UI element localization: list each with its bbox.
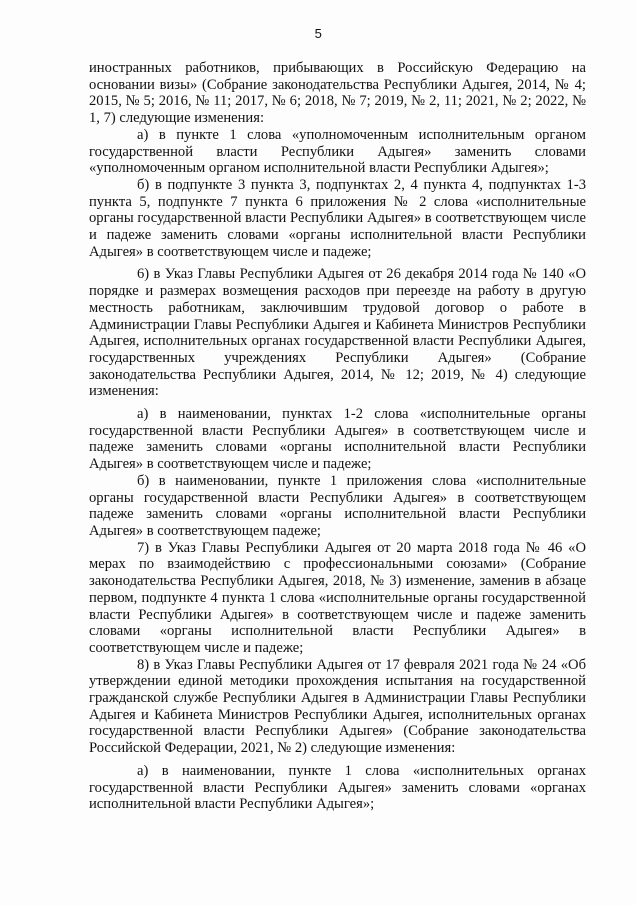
paragraph-item-7: 7) в Указ Главы Республики Адыгея от 20 марта 2018 года № 46 «О мерах по взаимодействию с профессиональными союзами» (Собрание законодательства Республики Адыгея, 2018, № 3) изменение, заменив в абзаце первом, подпункте 4 пункта 1 слова «исполнительные органы государственной власти Республики Адыгея» в соответствующем числе и падеже заменить словами «органы исполнительной власти Республики Адыгея» в соответствующем числе и падеже;: [89, 539, 586, 656]
paragraph-item-5a: а) в пункте 1 слова «уполномоченным исполнительным органом государственной власти Республики Адыгея» заменить словами «уполномоченным органом исполнительной власти Республики Адыгея»;: [89, 126, 586, 177]
paragraph-item-6: 6) в Указ Главы Республики Адыгея от 26 декабря 2014 года № 140 «О порядке и размерах возмещения расходов при переезде на работу в другую местность работникам, заключившим трудовой договор о работе в Администрации Главы Республики Адыгея и Кабинета Министров Республики Адыгея, исполнительных органах государственной власти Республики Адыгея, государственных учреждениях Республики Адыгея» (Собрание законодательства Республики Адыгея, 2014, № 12; 2019, № 4) следующие изменения:: [89, 266, 586, 400]
paragraph-item-8a: а) в наименовании, пункте 1 слова «исполнительных органах государственной власти Республики Адыгея» заменить словами «органах исполнительной власти Республики Адыгея»;: [89, 762, 586, 813]
document-body: [89, 60, 586, 813]
paragraph-item-5b: б) в подпункте 3 пункта 3, подпунктах 2, 4 пункта 4, подпунктах 1-3 пункта 5, подпункте 7 пункта 6 приложения № 2 слова «исполнительные органы государственной власти Республики Адыгея» в соответствующем числе и падеже заменить словами «органы исполнительной власти Республики Адыгея» в соответствующем числе и падеже;: [89, 176, 586, 260]
paragraph-item-6b: б) в наименовании, пункте 1 приложения слова «исполнительные органы государственной власти Республики Адыгея» в соответствующем падеже заменить словами «органы исполнительной власти Республики Адыгея» в соответствующем падеже;: [89, 472, 586, 539]
paragraph-item-6a: а) в наименовании, пунктах 1-2 слова «исполнительные органы государственной власти Республики Адыгея» в соответствующем числе и падеже заменить словами «органы исполнительной власти Республики Адыгея» в соответствующем числе и падеже;: [89, 406, 586, 473]
paragraph-item-8: 8) в Указ Главы Республики Адыгея от 17 февраля 2021 года № 24 «Об утверждении единой методики прохождения испытания на государственной гражданской службе Республики Адыгея в Администрации Главы Республики Адыгея и Кабинета Министров Республики Адыгея, исполнительных органах государственной власти Республики Адыгея» (Собрание законодательства Российской Федерации, 2021, № 2) следующие изменения:: [89, 656, 586, 757]
paragraph-continuation: иностранных работников, прибывающих в Российскую Федерацию на основании визы» (Собрание законодательства Республики Адыгея, 2014, № 4; 2015, № 5; 2016, № 11; 2017, № 6; 2018, № 7; 2019, № 2, 11; 2021, № 2; 2022, № 1, 7) следующие изменения:: [89, 60, 586, 127]
page-number: 5: [314, 26, 323, 41]
